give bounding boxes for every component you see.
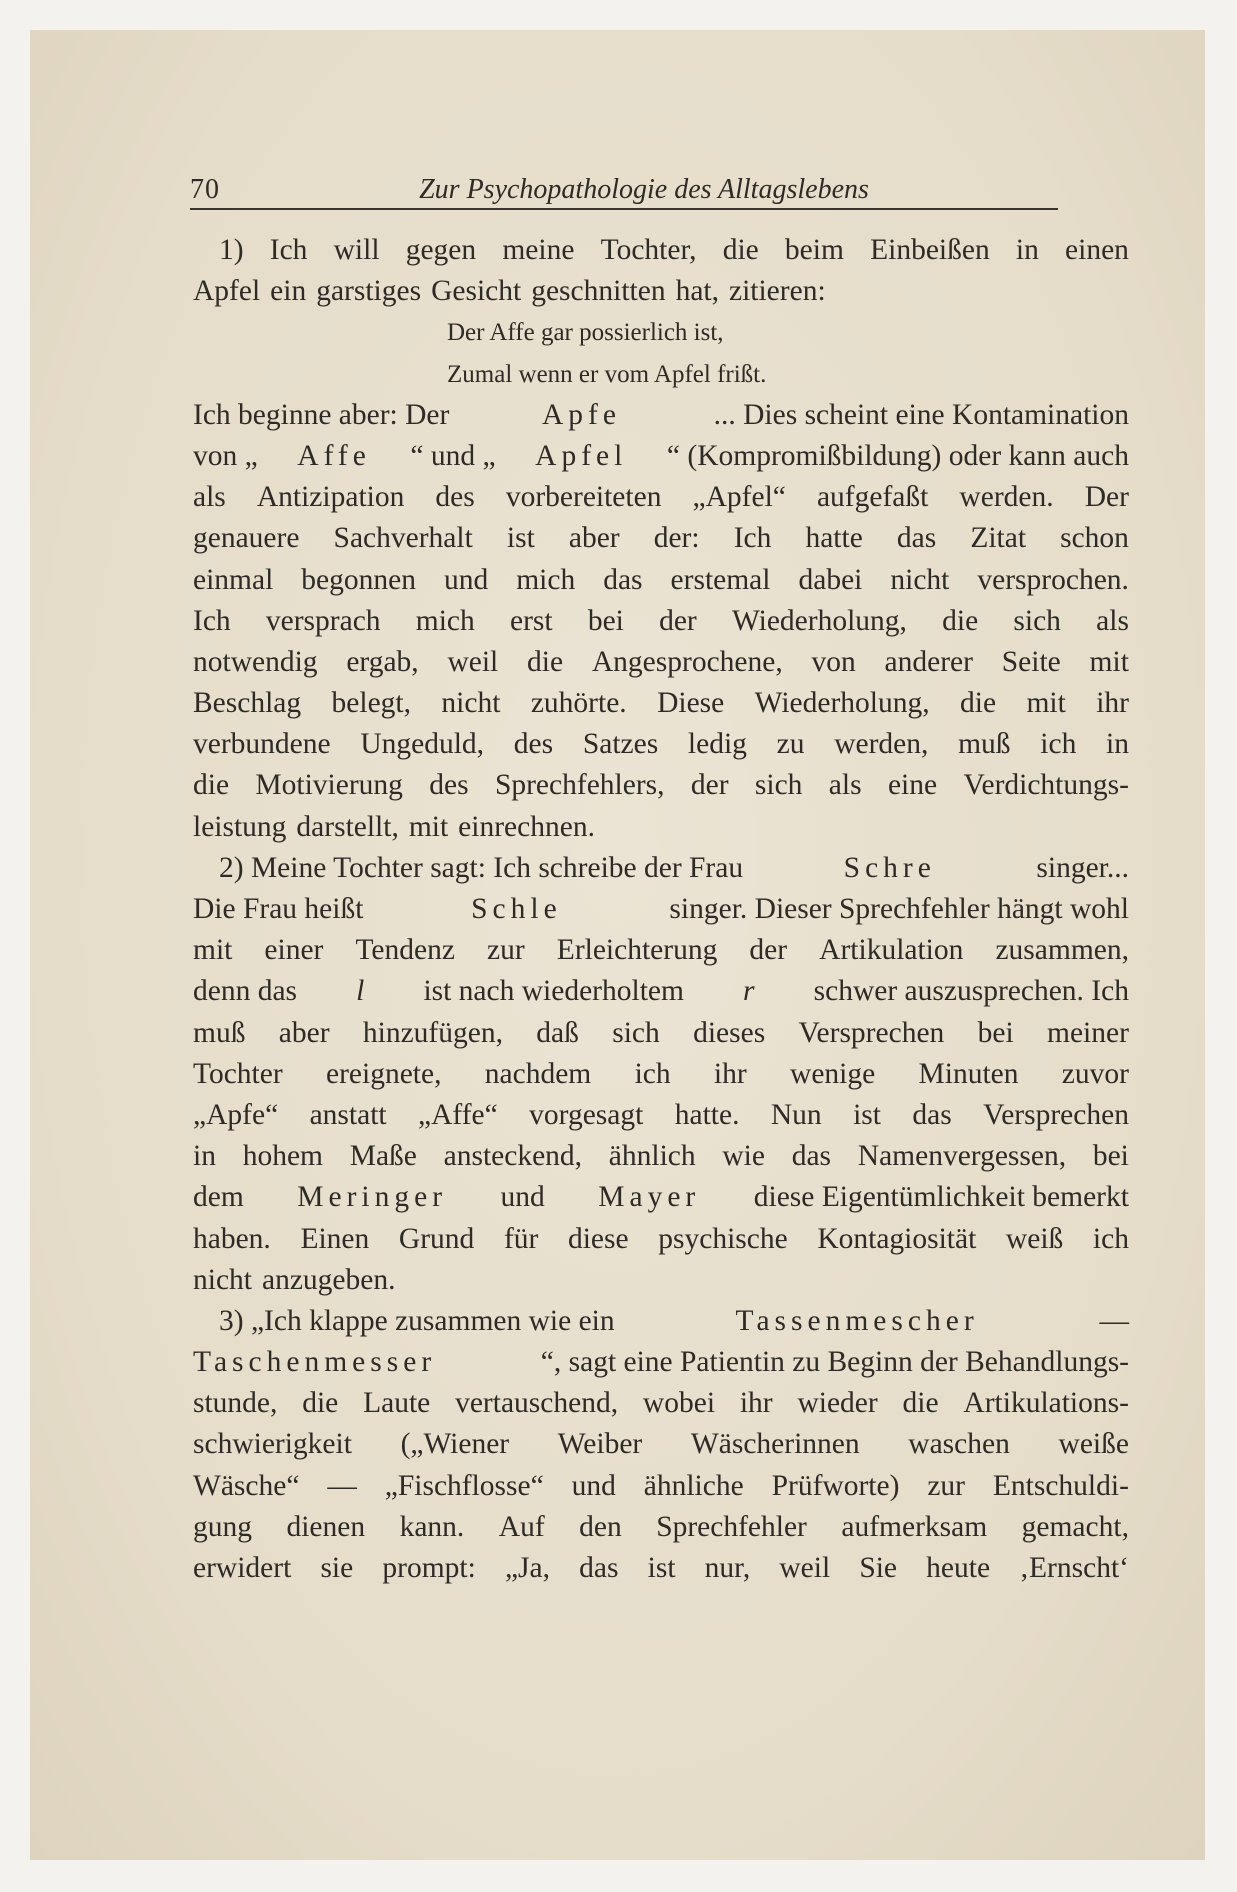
word: — xyxy=(327,1469,357,1502)
word: mit xyxy=(408,810,449,843)
word: Artikulation xyxy=(819,934,964,967)
word: Auf xyxy=(498,1510,545,1543)
word: Versprechen xyxy=(983,1098,1129,1131)
word: darstellt, xyxy=(296,810,399,843)
text-line-14 xyxy=(193,765,1129,806)
word: notwendig xyxy=(193,645,318,678)
word: bei xyxy=(1092,1140,1129,1173)
text-line-9 xyxy=(193,560,1129,601)
word: das xyxy=(603,563,643,596)
word: Satzes xyxy=(582,728,659,761)
line-segment: — xyxy=(1099,1304,1129,1337)
word: Antizipation xyxy=(256,481,405,514)
emphasis-word: Apfe xyxy=(542,398,621,431)
text-line-12 xyxy=(193,683,1129,724)
word: Artikulations- xyxy=(963,1387,1129,1420)
word: sich xyxy=(754,769,803,802)
word: begonnen xyxy=(301,563,416,596)
word: Laute xyxy=(363,1387,431,1420)
word: erwidert xyxy=(193,1552,292,1584)
word: verbundene xyxy=(193,728,331,761)
word: Beschlag xyxy=(193,687,302,720)
word: beim xyxy=(784,234,844,266)
text-line-23 xyxy=(193,1136,1129,1177)
line-segment: “ (Kompromißbildung) oder kann auch xyxy=(666,439,1129,472)
text-line-8 xyxy=(193,518,1129,559)
line-segment: von „ xyxy=(193,439,258,472)
word: Wiederholung, xyxy=(731,604,907,637)
word: zusammen, xyxy=(995,934,1129,967)
word: Gesicht xyxy=(431,275,522,308)
word: Einbeißen xyxy=(870,234,990,266)
word: weiße xyxy=(1058,1428,1129,1461)
word: mit xyxy=(1026,687,1066,720)
word: stunde, xyxy=(193,1387,278,1420)
line-segment: denn das xyxy=(193,975,298,1008)
word: Einen xyxy=(300,1222,370,1255)
line-segment: ... Dies scheint eine Kontamination xyxy=(713,398,1129,431)
word: Sprechfehler xyxy=(656,1510,807,1543)
word: weil xyxy=(447,645,499,678)
emphasis-word: Tassenmescher xyxy=(735,1304,979,1337)
word: Tendenz xyxy=(355,934,455,967)
word: gemacht, xyxy=(1021,1510,1129,1543)
word: Grund xyxy=(398,1222,475,1255)
word: zuhörte. xyxy=(530,687,627,720)
word: psychische xyxy=(658,1222,788,1255)
word: vorbereiteten xyxy=(505,481,662,514)
word: das xyxy=(912,1098,952,1131)
word: heute xyxy=(926,1552,991,1584)
word: von xyxy=(811,645,856,678)
text-line-15 xyxy=(193,807,1129,848)
word: mich xyxy=(415,604,475,637)
word: Tochter xyxy=(193,1057,283,1090)
word: versprach xyxy=(265,604,381,637)
word: bei xyxy=(977,1016,1014,1049)
word: ich xyxy=(1092,1222,1129,1255)
word: für xyxy=(503,1222,539,1255)
word: die xyxy=(942,604,979,637)
word: ist xyxy=(506,522,535,555)
word: der xyxy=(749,934,788,967)
emphasis-word: Taschenmesser xyxy=(193,1346,437,1379)
word: die xyxy=(302,1387,339,1420)
word: weil xyxy=(779,1552,831,1584)
word: aber xyxy=(568,522,620,555)
word: diese xyxy=(567,1222,629,1255)
word: „Fischflosse“ xyxy=(384,1469,544,1502)
word: ‚Ernscht‘ xyxy=(1019,1552,1129,1584)
word: aufmerksam xyxy=(841,1510,988,1543)
word: Der xyxy=(1084,481,1129,514)
text-line-16 xyxy=(193,848,1129,889)
word: eine xyxy=(887,769,938,802)
word: die xyxy=(902,1387,939,1420)
word: wie xyxy=(722,1140,765,1173)
word: bei xyxy=(587,604,624,637)
word: belegt, xyxy=(331,687,412,720)
text-line-26 xyxy=(193,1260,1129,1301)
text-line-6 xyxy=(193,436,1129,477)
word: die xyxy=(193,769,230,802)
word: nicht xyxy=(890,563,950,596)
word: gung xyxy=(193,1510,252,1543)
word: will xyxy=(333,234,380,266)
word: Ungeduld, xyxy=(360,728,485,761)
word: meine xyxy=(502,234,575,266)
word: dabei xyxy=(798,563,863,596)
word: Wiederholung, xyxy=(754,687,930,720)
emphasis-name: Mayer xyxy=(598,1181,701,1214)
word: mit xyxy=(193,934,233,967)
word: mit xyxy=(1089,645,1129,678)
word: nicht xyxy=(193,1263,252,1296)
word: 1) xyxy=(219,234,244,266)
word: „Affe“ xyxy=(418,1098,498,1131)
word: Diese xyxy=(657,687,725,720)
word: geschnitten xyxy=(531,275,666,308)
word: die xyxy=(722,234,759,266)
word: Nun xyxy=(770,1098,822,1131)
word: Versprechen xyxy=(798,1016,945,1049)
word: schon xyxy=(1060,522,1129,555)
word: werden, xyxy=(834,728,929,761)
word: zur xyxy=(927,1469,965,1502)
word: Ich xyxy=(733,522,772,555)
word: das xyxy=(896,522,937,555)
word: Entschuldi- xyxy=(992,1469,1129,1502)
word: werden. xyxy=(959,481,1054,514)
word: Ich xyxy=(269,234,308,266)
word: versprochen. xyxy=(977,563,1129,596)
word: prompt: xyxy=(382,1552,476,1584)
word: meiner xyxy=(1047,1016,1129,1049)
word: dienen xyxy=(286,1510,366,1543)
word: („Wiener xyxy=(400,1428,510,1461)
word: ihr xyxy=(1096,687,1129,720)
text-line-28 xyxy=(193,1342,1129,1383)
text-line-24 xyxy=(193,1177,1129,1218)
word: hinzufügen, xyxy=(362,1016,503,1049)
text-line-29 xyxy=(193,1383,1129,1424)
word: ledig xyxy=(687,728,747,761)
emphasis-name: Meringer xyxy=(297,1181,448,1214)
word: leistung xyxy=(193,810,287,843)
word: einrechnen. xyxy=(458,810,595,843)
word: „Apfel“ xyxy=(692,481,786,514)
word: die xyxy=(527,645,564,678)
word: Erleichterung xyxy=(556,934,718,967)
text-line-22 xyxy=(193,1095,1129,1136)
word: muß xyxy=(958,728,1011,761)
line-segment: diese Eigentümlichkeit bemerkt xyxy=(753,1181,1129,1214)
italic-letter: l xyxy=(356,975,365,1008)
line-segment: Ich beginne aber: Der xyxy=(193,398,450,431)
word: Kontagiosität xyxy=(817,1222,977,1255)
word: Zitat xyxy=(970,522,1027,555)
word: zu xyxy=(776,728,805,761)
word: aber xyxy=(278,1016,330,1049)
text-line-18 xyxy=(193,930,1129,971)
text-line-7 xyxy=(193,477,1129,518)
word: anstatt xyxy=(309,1098,387,1131)
word: ähnlich xyxy=(608,1140,696,1173)
word: anderer xyxy=(884,645,973,678)
line-segment: 3) „Ich klappe zusammen wie ein xyxy=(219,1304,615,1337)
text-line-27 xyxy=(193,1301,1129,1342)
word: aufgefaßt xyxy=(816,481,929,514)
word: anzugeben. xyxy=(262,1263,396,1296)
word: Prüfworte) xyxy=(771,1469,900,1502)
word: daß xyxy=(536,1016,579,1049)
word: hat, xyxy=(675,275,719,308)
text-line-21 xyxy=(193,1054,1129,1095)
word: Wäscherinnen xyxy=(690,1428,860,1461)
word: Verdichtungs- xyxy=(963,769,1129,802)
word: dieses xyxy=(693,1016,766,1049)
word: der: xyxy=(653,522,700,555)
word: das xyxy=(791,1140,832,1173)
word: muß xyxy=(193,1016,246,1049)
text-line-19 xyxy=(193,971,1129,1012)
line-segment: ist nach wiederholtem xyxy=(423,975,684,1008)
word: ansteckend, xyxy=(443,1140,583,1173)
word: ist xyxy=(647,1552,676,1584)
text-line-20 xyxy=(193,1013,1129,1054)
verse-line-2: Zumal wenn er vom Apfel frißt. xyxy=(447,360,767,388)
running-title: Zur Psychopathologie des Alltagslebens xyxy=(419,174,869,205)
text-line-1 xyxy=(193,230,1129,271)
text-line-32 xyxy=(193,1507,1129,1548)
word: hatte xyxy=(805,522,863,555)
word: Sachverhalt xyxy=(333,522,473,555)
word: des xyxy=(513,728,554,761)
word: garstiges xyxy=(316,275,422,308)
line-segment: singer... xyxy=(1036,851,1129,884)
word: ein xyxy=(270,275,307,308)
word: den xyxy=(579,1510,622,1543)
text-line-30 xyxy=(193,1424,1129,1465)
word: wenige xyxy=(790,1057,876,1090)
word: „Apfe“ xyxy=(193,1098,279,1131)
word: Sprechfehlers, xyxy=(494,769,665,802)
word: sich xyxy=(612,1016,660,1049)
line-segment: schwer auszusprechen. Ich xyxy=(813,975,1129,1008)
word: ich xyxy=(1040,728,1077,761)
text-line-31 xyxy=(193,1466,1129,1507)
word: ihr xyxy=(713,1057,747,1090)
italic-letter: r xyxy=(743,975,755,1008)
word: Ich xyxy=(193,604,231,637)
word: gegen xyxy=(405,234,477,266)
word: ergab, xyxy=(346,645,419,678)
word: als xyxy=(193,481,226,514)
word: ich xyxy=(634,1057,671,1090)
word: genauere xyxy=(193,522,300,555)
word: erstemal xyxy=(670,563,771,596)
word: das xyxy=(579,1552,619,1584)
word: hatte. xyxy=(674,1098,740,1131)
word: vertauschend, xyxy=(455,1387,619,1420)
word: einmal xyxy=(193,563,274,596)
word: in xyxy=(1106,728,1129,761)
word: waschen xyxy=(908,1428,1010,1461)
word: nachdem xyxy=(484,1057,592,1090)
word: Maße xyxy=(349,1140,417,1173)
word: ihr xyxy=(739,1387,773,1420)
word: Minuten xyxy=(918,1057,1019,1090)
word: wobei xyxy=(642,1387,716,1420)
text-line-13 xyxy=(193,724,1129,765)
word: Weiber xyxy=(557,1428,643,1461)
word: mich xyxy=(516,563,576,596)
word: Tochter, xyxy=(600,234,697,266)
word: und xyxy=(443,563,489,596)
text-line-17 xyxy=(193,889,1129,930)
word: hohem xyxy=(242,1140,323,1173)
word: der xyxy=(659,604,697,637)
word: ähnliche xyxy=(643,1469,744,1502)
word: sie xyxy=(320,1552,354,1584)
line-segment: 2) Meine Tochter sagt: Ich schreibe der Frau xyxy=(219,851,744,884)
word: schwierigkeit xyxy=(193,1428,352,1461)
word: kann. xyxy=(399,1510,465,1543)
word: „Ja, xyxy=(504,1552,550,1584)
line-segment: “, sagt eine Patientin zu Beginn der Behandlungs- xyxy=(540,1346,1129,1379)
word: Seite xyxy=(1001,645,1061,678)
word: Motivierung xyxy=(255,769,403,802)
word: Namenvergessen, xyxy=(857,1140,1067,1173)
text-line-25 xyxy=(193,1219,1129,1260)
word: Wäsche“ xyxy=(193,1469,300,1502)
line-segment: dem xyxy=(193,1181,244,1214)
word: weiß xyxy=(1005,1222,1064,1255)
line-segment: Die Frau heißt xyxy=(193,893,364,925)
word: zuvor xyxy=(1061,1057,1129,1090)
word: Angesprochene, xyxy=(591,645,783,678)
word: ereignete, xyxy=(325,1057,442,1090)
word: wieder xyxy=(797,1387,878,1420)
line-segment: “ und „ xyxy=(410,439,496,472)
word: haben. xyxy=(193,1222,271,1255)
emphasis-word: Schle xyxy=(471,893,562,925)
text-line-10 xyxy=(193,601,1129,642)
word: vorgesagt xyxy=(529,1098,644,1131)
emphasis-word: Affe xyxy=(297,439,371,472)
word: des xyxy=(429,769,469,802)
text-line-33 xyxy=(193,1548,1129,1589)
line-segment: singer. Dieser Sprechfehler hängt wohl xyxy=(669,893,1129,925)
word: nicht xyxy=(441,687,501,720)
word: einen xyxy=(1065,234,1129,266)
line-segment: und xyxy=(500,1181,545,1214)
emphasis-word: Apfel xyxy=(535,439,628,472)
word: in xyxy=(1015,234,1039,266)
word: in xyxy=(193,1140,216,1173)
word: zitieren: xyxy=(729,275,826,308)
word: der xyxy=(690,769,729,802)
word: als xyxy=(1096,604,1129,637)
word: einer xyxy=(264,934,324,967)
word: des xyxy=(435,481,475,514)
word: zur xyxy=(487,934,525,967)
page-number: 70 xyxy=(190,174,220,205)
word: als xyxy=(828,769,862,802)
word: und xyxy=(571,1469,616,1502)
text-line-5 xyxy=(193,395,1129,436)
word: ist xyxy=(853,1098,881,1131)
word: Apfel xyxy=(193,275,261,308)
word: erst xyxy=(510,604,553,637)
emphasis-word: Schre xyxy=(843,851,936,884)
word: die xyxy=(960,687,997,720)
body-text xyxy=(193,230,1129,1589)
word: sich xyxy=(1013,604,1061,637)
word: nur, xyxy=(704,1552,751,1584)
word: Sie xyxy=(859,1552,898,1584)
text-line-11 xyxy=(193,642,1129,683)
page-header xyxy=(190,172,1058,210)
text-line-2 xyxy=(193,271,1129,312)
verse-line-1: Der Affe gar possierlich ist, xyxy=(447,319,724,347)
